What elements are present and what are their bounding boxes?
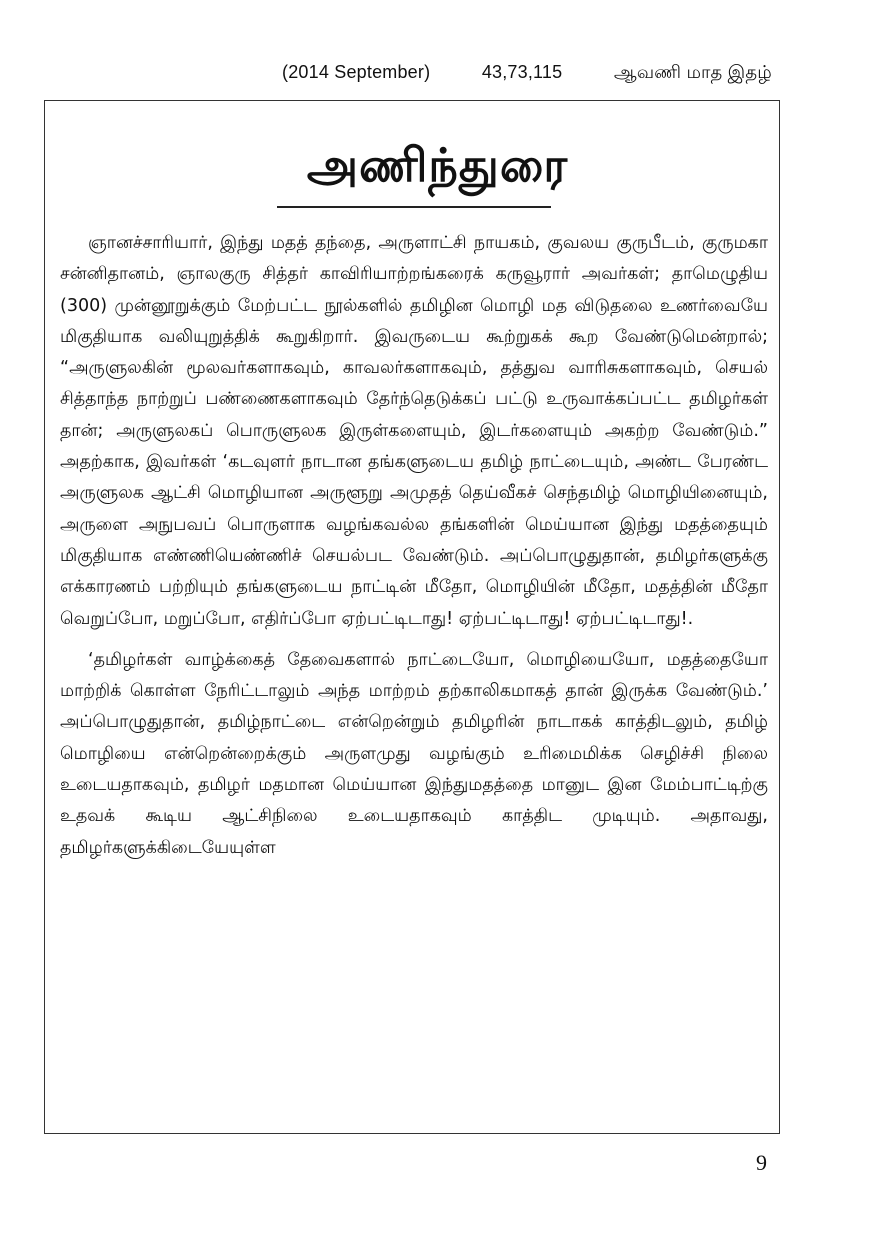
paragraph-2: ‘தமிழர்கள் வாழ்க்கைத் தேவைகளால் நாட்டையோ, மொழியையோ, மதத்தையோ மாற்றிக் கொள்ள நேரிட்டாலும் அந்த மாற்றம் தற்காலிகமாகத் தான் இருக்க வேண்டும்.’ அப்பொழுதுதான், தமிழ்நாட்டை என்றென்றும் தமிழரின் நாடாகக் காத்திடலும், தமிழ் மொழியை என்றென்றைக்கும் அருளமுது வழங்கும் உரிமைமிக்க செழிச்சி நிலை உடையதாகவும், தமிழர் மதமான மெய்யான இந்துமதத்தை மானுட இன மேம்பாட்டிற்கு உதவக் கூடிய ஆட்சிநிலை உடையதாகவும் காத்திட முடியும். அதாவது, தமிழர்களுக்கிடையேயுள்ள xyxy=(60,649,768,858)
paragraph-1: ஞானச்சாரியார், இந்து மதத் தந்தை, அருளாட்சி நாயகம், குவலய குருபீடம், குருமகா சன்னிதானம், ஞாலகுரு சித்தர் காவிரியாற்றங்கரைக் கருவூரார் அவர்கள்; தாமெழுதிய (300) முன்னூறுக்கும் மேற்பட்ட நூல்களில் தமிழின மொழி மத விடுதலை உணர்வையே மிகுதியாக வலியுறுத்திக் கூறுகிறார். இவருடைய கூற்றுகக் கூற வேண்டுமென்றால்; “அருளுலகின் மூலவர்களாகவும், காவலர்களாகவும், தத்துவ வாரிசுகளாகவும், செயல் சித்தாந்த நாற்றுப் பண்ணைகளாகவும் தேர்ந்தெடுக்கப் பட்டு உருவாக்கப்பட்ட தமிழர்கள் தான்; அருளுலகப் பொருளுலக இருள்களையும், இடர்களையும் அகற்ற வேண்டும்.” அதற்காக, இவர்கள் ‘கடவுளர் நாடான தங்களுடைய தமிழ் நாட்டையும், அண்ட பேரண்ட அருளுலக ஆட்சி மொழியான அருளூறு அமுதத் தெய்வீகச் செந்தமிழ் மொழியினையும், அருளை அநுபவப் பொருளாக வழங்கவல்ல தங்களின் மெய்யான இந்து மதத்தையும் மிகுதியாக எண்ணியெண்ணிச் செயல்பட வேண்டும். அப்பொழுதுதான், தமிழர்களுக்கு எக்காரணம் பற்றியும் தங்களுடைய நாட்டின் மீதோ, மொழியின் மீதோ, மதத்தின் மீதோ வெறுப்போ, மறுப்போ, எதிர்ப்போ ஏற்பட்டிடாது! ஏற்பட்டிடாது! ஏற்பட்டிடாது!. xyxy=(60,233,768,629)
page-number: 9 xyxy=(756,1150,767,1175)
page-header xyxy=(282,62,772,85)
title-underline xyxy=(277,206,551,208)
header-issue-label: ஆவணி மாத இதழ் xyxy=(613,62,772,82)
body-text xyxy=(60,228,768,864)
page-title: அணிந்துரை xyxy=(306,138,569,192)
header-date: (2014 September) xyxy=(282,62,431,82)
header-number: 43,73,115 xyxy=(481,62,563,82)
